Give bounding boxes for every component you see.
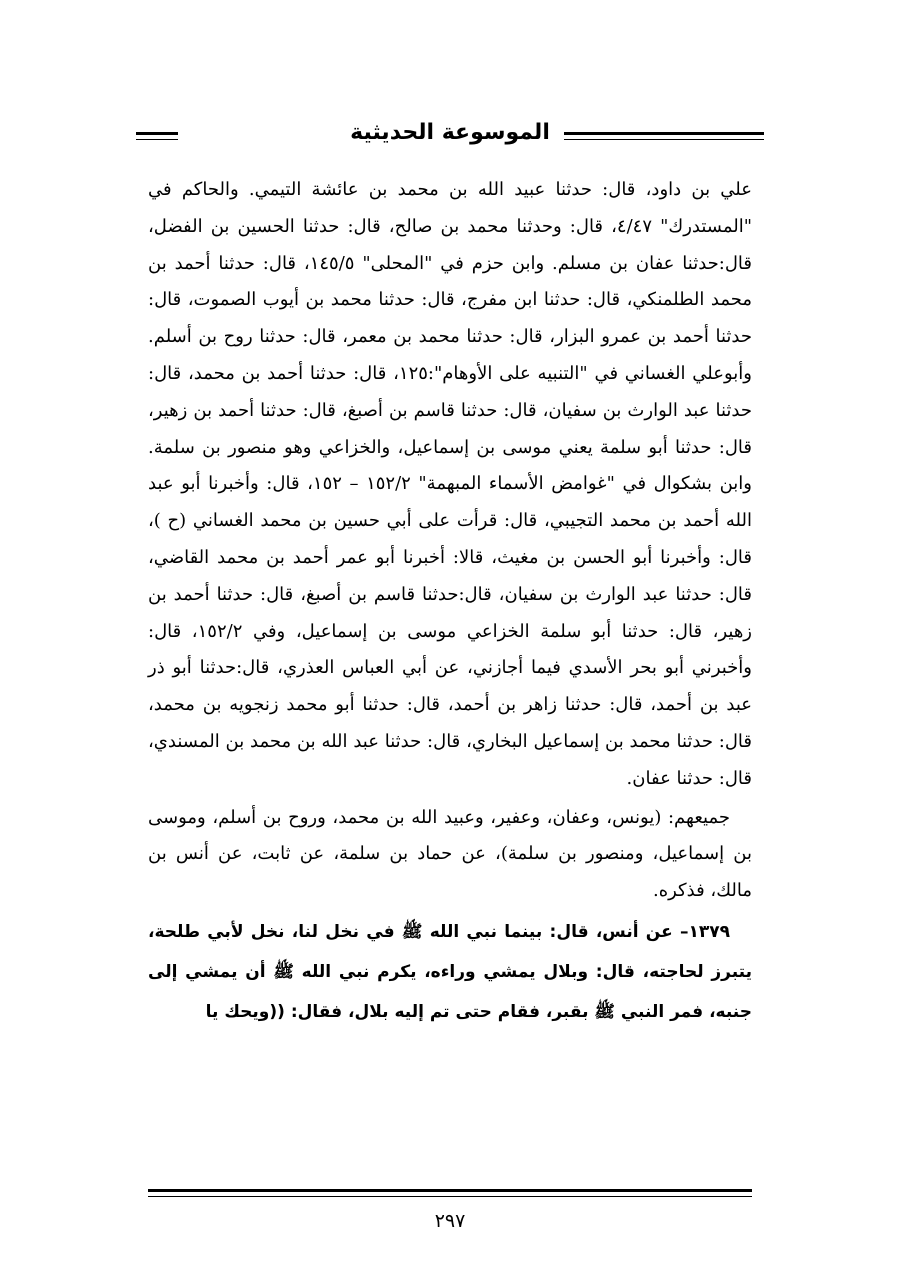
- body-text: [148, 172, 752, 1032]
- paragraph-narrators: جميعهم: (يونس، وعفان، وعفير، وعبيد الله بن محمد، وروح بن أسلم، وموسى بن إسماعيل، ومنصور بن سلمة)، عن حماد بن سلمة، عن ثابت، عن أنس بن مالك، فذكره.: [148, 806, 752, 902]
- page-number: ٢٩٧: [434, 1210, 466, 1232]
- paragraph-isnad: علي بن داود، قال: حدثنا عبيد الله بن محمد بن عائشة التيمي. والحاكم في "المستدرك" ٤/٤٧، قال: وحدثنا محمد بن صالح، قال: حدثنا الحسين بن الفضل، قال:حدثنا عفان بن مسلم. وابن حزم في "المحلى" ١٤٥/٥، قال: حدثنا أحمد بن محمد الطلمنكي، قال: حدثنا ابن مفرج، قال: حدثنا محمد بن أيوب الصموت، قال: حدثنا أحمد بن عمرو البزار، قال: حدثنا محمد بن معمر، قال: حدثنا روح بن أسلم. وأبوعلي الغساني في "التنبيه على الأوهام":١٢٥، قال: حدثنا أحمد بن محمد، قال: حدثنا عبد الوارث بن سفيان، قال: حدثنا قاسم بن أصبغ، قال: حدثنا أحمد بن زهير، قال: حدثنا أبو سلمة يعني موسى بن إسماعيل، والخزاعي وهو منصور بن سلمة. وابن بشكوال في "غوامض الأسماء المبهمة" ١٥٢/٢ – ١٥٢، قال: وأخبرنا أبو عبد الله أحمد بن محمد التجيبي، قال: قرأت على أبي حسين بن محمد الغساني (ح )، قال: وأخبرنا أبو الحسن بن مغيث، قالا: أخبرنا أبو عمر أحمد بن محمد القاضي، قال: حدثنا عبد الوارث بن سفيان، قال:حدثنا قاسم بن أصبغ، قال: حدثنا أحمد بن زهير، قال: حدثنا أبو سلمة الخزاعي موسى بن إسماعيل، وفي ١٥٢/٢، قال: وأخبرني أبو بحر الأسدي فيما أجازني، عن أبي العباس العذري، قال:حدثنا أبو ذر عبد بن أحمد، قال: حدثنا زاهر بن أحمد، قال: حدثنا أبو محمد زنجويه بن محمد، قال: حدثنا محمد بن إسماعيل البخاري، قال: حدثنا عبد الله بن محمد بن المسندي، قال: حدثنا عفان.: [148, 179, 753, 789]
- footer-rule: [148, 1189, 752, 1197]
- page-header: [136, 118, 764, 158]
- hadith-1379: ١٣٧٩– عن أنس، قال: بينما نبي الله ﷺ في نخل لنا، نخل لأبي طلحة، يتبرز لحاجته، قال: وبلال يمشي وراءه، يكرم نبي الله ﷺ أن يمشي إلى جنبه، فمر النبي ﷺ بقبر، فقام حتى تم إليه بلال، فقال: ((ويحك يا: [148, 921, 752, 1022]
- running-title: الموسوعة الحديثية: [336, 120, 564, 145]
